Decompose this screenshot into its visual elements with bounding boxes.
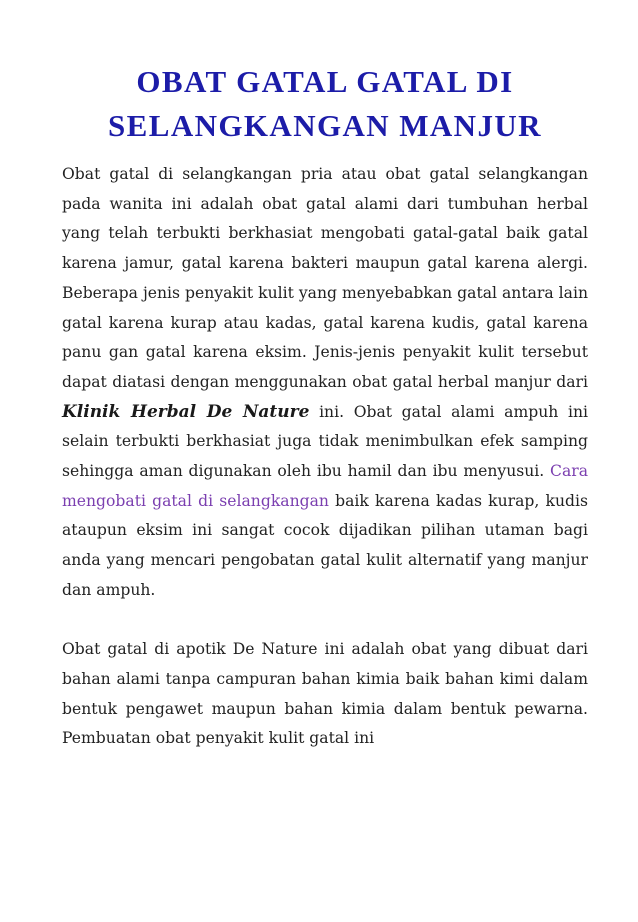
document-title: OBAT GATAL GATAL DI SELANGKANGAN MANJUR: [108, 64, 542, 143]
treatment-link[interactable]: Cara mengobati gatal di selangkangan: [62, 462, 588, 510]
paragraph-2: Obat gatal di apotik De Nature ini adalah obat yang dibuat dari bahan alami tanpa campuran bahan kimia baik bahan kimi dalam bentuk pengawet maupun bahan kimia dalam bentuk pewarna. Pembuatan obat penyakit kulit gatal ini: [62, 640, 588, 748]
paragraph-1-text-end: baik karena kadas kurap, kudis ataupun eksim ini sangat cocok dijadikan pilihan utaman bagi anda yang mencari pengobatan gatal kulit alternatif yang manjur dan ampuh.: [62, 491, 588, 599]
brand-name: Klinik Herbal De Nature: [62, 401, 310, 422]
document-page: [62, 60, 588, 754]
paragraph-1-text-start: Obat gatal di selangkangan pria atau obat gatal selangkangan pada wanita ini adalah obat gatal alami dari tumbuhan herbal yang telah terbukti berkhasiat mengobati gatal-gatal baik gatal karena jamur, gatal karena bakteri maupun gatal karena alergi. Beberapa jenis penyakit kulit yang menyebabkan gatal antara lain gatal karena kurap atau kadas, gatal karena kudis, gatal karena panu gan gatal karena eksim. Jenis-jenis penyakit kulit tersebut dapat diatasi dengan menggunakan obat gatal herbal manjur dari: [62, 165, 588, 391]
paragraph-1: [62, 160, 588, 606]
paragraph-1-text-middle: ini. Obat gatal alami ampuh ini selain terbukti berkhasiat juga tidak menimbulkan efek samping sehingga aman digunakan oleh ibu hamil dan ibu menyusui.: [62, 402, 588, 481]
